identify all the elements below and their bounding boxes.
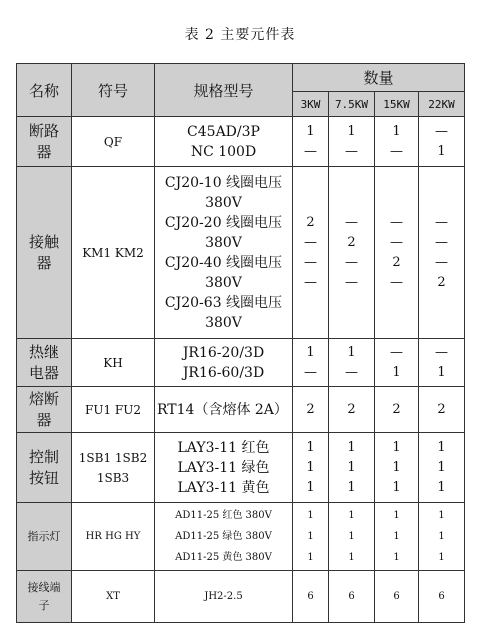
- qty-15kw-line: 2: [392, 401, 401, 417]
- qty-7-5kw-cell: [329, 339, 375, 387]
- qty-22kw-cell: [419, 387, 465, 433]
- qty-7-5kw-cell: [329, 167, 375, 339]
- qty-15kw-line: 6: [393, 591, 400, 602]
- symbol-cell: [72, 339, 155, 387]
- qty-15kw-line: 1: [392, 439, 401, 455]
- qty-7-5kw-line: —: [345, 254, 358, 270]
- qty-22kw-line: 1: [437, 459, 446, 475]
- header-qty: 数量: [293, 64, 465, 92]
- spec-cell: [155, 433, 293, 503]
- qty-22kw-line: 1: [438, 531, 445, 542]
- spec-line: AD11-25 红色 380V: [175, 510, 272, 521]
- component-name-cell: [17, 433, 72, 503]
- table-title: 表 2 主要元件表: [184, 27, 296, 43]
- qty-22kw-line: 1: [437, 439, 446, 455]
- qty-22kw-line: 2: [437, 401, 446, 417]
- qty-7-5kw-cell: [329, 571, 375, 623]
- qty-7-5kw-cell: [329, 387, 375, 433]
- qty-15kw-line: 1: [392, 364, 401, 380]
- spec-line: CJ20-20 线圈电压: [164, 214, 283, 231]
- qty-22kw-cell: [419, 503, 465, 571]
- qty-3kw-line: 6: [307, 591, 314, 602]
- symbol-line: KM1 KM2: [82, 245, 144, 260]
- qty-3kw-cell: [293, 503, 329, 571]
- qty-22kw-line: 1: [438, 552, 445, 563]
- qty-3kw-line: 1: [306, 459, 315, 475]
- table-row-fuse: [17, 387, 465, 433]
- qty-3kw-line: 2: [306, 401, 315, 417]
- qty-15kw-line: 1: [393, 510, 400, 521]
- spec-cell: [155, 387, 293, 433]
- qty-15kw-line: —: [390, 234, 403, 250]
- symbol-line: KH: [103, 355, 123, 370]
- component-name-cell: [17, 339, 72, 387]
- qty-7-5kw-line: 1: [347, 459, 356, 475]
- symbol-cell: [72, 503, 155, 571]
- qty-22kw-line: 1: [437, 479, 446, 495]
- qty-7-5kw-line: —: [345, 364, 358, 380]
- qty-15kw-cell: [375, 117, 419, 167]
- qty-15kw-cell: [375, 571, 419, 623]
- component-name-cell: [17, 571, 72, 623]
- spec-line: JR16-60/3D: [182, 364, 265, 381]
- qty-22kw-line: 2: [437, 274, 446, 290]
- component-name-line: 控制: [28, 447, 59, 466]
- spec-line: 380V: [205, 274, 242, 291]
- qty-3kw-line: —: [304, 254, 317, 270]
- qty-22kw-line: —: [435, 123, 448, 139]
- spec-line: 380V: [205, 234, 242, 251]
- spec-cell: [155, 339, 293, 387]
- qty-3kw-line: —: [304, 143, 317, 159]
- qty-3kw-cell: [293, 571, 329, 623]
- qty-7-5kw-line: 1: [348, 552, 355, 563]
- header-qty-7-5kw: 7.5KW: [329, 92, 375, 117]
- component-name-cell: [17, 167, 72, 339]
- qty-7-5kw-line: —: [345, 274, 358, 290]
- qty-7-5kw-cell: [329, 433, 375, 503]
- header-spec: 规格型号: [155, 64, 293, 117]
- qty-22kw-line: —: [435, 214, 448, 230]
- qty-22kw-line: —: [435, 344, 448, 360]
- qty-15kw-line: 1: [392, 123, 401, 139]
- qty-7-5kw-line: 1: [347, 439, 356, 455]
- qty-22kw-cell: [419, 117, 465, 167]
- component-name-line: 器: [36, 142, 52, 161]
- symbol-line: XT: [106, 590, 120, 602]
- spec-line: AD11-25 绿色 380V: [175, 531, 272, 542]
- qty-3kw-line: —: [304, 274, 317, 290]
- qty-22kw-cell: [419, 339, 465, 387]
- component-name-line: 热继: [28, 342, 59, 361]
- spec-line: NC 100D: [190, 143, 257, 160]
- qty-7-5kw-line: 1: [348, 510, 355, 521]
- qty-22kw-line: 1: [437, 364, 446, 380]
- qty-15kw-cell: [375, 433, 419, 503]
- qty-7-5kw-line: —: [345, 214, 358, 230]
- table-row-indicator: [17, 503, 465, 571]
- component-name-cell: [17, 117, 72, 167]
- spec-cell: [155, 571, 293, 623]
- spec-line: LAY3-11 红色: [177, 439, 270, 456]
- component-name-line: 熔断: [28, 389, 59, 408]
- spec-cell: [155, 503, 293, 571]
- component-name-line: 电器: [28, 363, 59, 382]
- qty-15kw-line: 2: [392, 254, 401, 270]
- qty-7-5kw-line: 2: [347, 234, 356, 250]
- spec-line: CJ20-40 线圈电压: [164, 254, 283, 271]
- spec-line: LAY3-11 绿色: [177, 459, 270, 476]
- qty-15kw-line: —: [390, 344, 403, 360]
- qty-3kw-line: 1: [307, 510, 314, 521]
- table-row-control-button: [17, 433, 465, 503]
- spec-cell: [155, 117, 293, 167]
- component-name-cell: [17, 387, 72, 433]
- spec-line: 380V: [205, 314, 242, 331]
- qty-3kw-line: —: [304, 364, 317, 380]
- spec-line: JR16-20/3D: [182, 344, 265, 361]
- spec-line: CJ20-63 线圈电压: [164, 294, 283, 311]
- table-row-terminal: [17, 571, 465, 623]
- table-row-breaker: [17, 117, 465, 167]
- qty-15kw-cell: [375, 503, 419, 571]
- qty-15kw-line: —: [390, 214, 403, 230]
- component-name-line: 断路: [28, 121, 59, 140]
- qty-3kw-cell: [293, 117, 329, 167]
- component-name-line: 子: [38, 598, 50, 612]
- spec-line: JH2-2.5: [204, 591, 243, 602]
- header-row: [17, 64, 465, 92]
- qty-3kw-line: 1: [307, 531, 314, 542]
- component-name-line: 器: [36, 410, 52, 429]
- symbol-cell: [72, 117, 155, 167]
- components-table: [16, 63, 465, 623]
- component-name-line: 按钮: [28, 468, 59, 487]
- spec-line: RT14（含熔体 2A）: [157, 401, 288, 418]
- qty-7-5kw-cell: [329, 503, 375, 571]
- qty-3kw-line: 1: [306, 439, 315, 455]
- qty-7-5kw-line: 6: [348, 591, 355, 602]
- spec-line: LAY3-11 黄色: [177, 479, 270, 496]
- symbol-cell: [72, 571, 155, 623]
- qty-15kw-cell: [375, 339, 419, 387]
- qty-7-5kw-line: 1: [347, 123, 356, 139]
- qty-22kw-line: 1: [437, 143, 446, 159]
- spec-line: 380V: [205, 194, 242, 211]
- header-qty-3kw: 3KW: [293, 92, 329, 117]
- qty-15kw-cell: [375, 167, 419, 339]
- qty-7-5kw-line: 1: [348, 531, 355, 542]
- symbol-cell: [72, 387, 155, 433]
- qty-3kw-line: 1: [306, 479, 315, 495]
- spec-line: C45AD/3P: [187, 123, 260, 140]
- qty-7-5kw-line: 1: [347, 344, 356, 360]
- component-name-line: 器: [36, 253, 52, 272]
- qty-22kw-line: 6: [438, 591, 445, 602]
- table-row-contactor: [17, 167, 465, 339]
- qty-15kw-line: 1: [393, 552, 400, 563]
- qty-7-5kw-line: 1: [347, 479, 356, 495]
- qty-22kw-cell: [419, 433, 465, 503]
- header-qty-15kw: 15KW: [375, 92, 419, 117]
- symbol-line: 1SB1 1SB2: [78, 450, 148, 465]
- qty-22kw-cell: [419, 571, 465, 623]
- qty-7-5kw-line: —: [345, 143, 358, 159]
- component-name-line: 接触: [28, 232, 59, 251]
- header-qty-22kw: 22KW: [419, 92, 465, 117]
- qty-15kw-line: 1: [393, 531, 400, 542]
- component-name-line: 指示灯: [27, 529, 61, 543]
- qty-3kw-line: 1: [307, 552, 314, 563]
- qty-15kw-line: —: [390, 143, 403, 159]
- qty-3kw-line: 1: [306, 344, 315, 360]
- qty-15kw-line: 1: [392, 479, 401, 495]
- spec-line: AD11-25 黄色 380V: [175, 552, 272, 563]
- qty-15kw-line: —: [390, 274, 403, 290]
- qty-3kw-cell: [293, 339, 329, 387]
- qty-15kw-cell: [375, 387, 419, 433]
- qty-3kw-line: 2: [306, 214, 315, 230]
- header-name: 名称: [17, 64, 72, 117]
- qty-22kw-line: —: [435, 254, 448, 270]
- qty-22kw-line: —: [435, 234, 448, 250]
- symbol-line: 1SB3: [96, 470, 130, 485]
- symbol-cell: [72, 167, 155, 339]
- qty-3kw-cell: [293, 433, 329, 503]
- qty-3kw-line: —: [304, 234, 317, 250]
- qty-22kw-line: 1: [438, 510, 445, 521]
- qty-3kw-cell: [293, 167, 329, 339]
- component-name-cell: [17, 503, 72, 571]
- component-name-line: 接线端: [27, 580, 61, 594]
- qty-3kw-line: 1: [306, 123, 315, 139]
- qty-7-5kw-cell: [329, 117, 375, 167]
- qty-7-5kw-line: 2: [347, 401, 356, 417]
- qty-15kw-line: 1: [392, 459, 401, 475]
- qty-3kw-cell: [293, 387, 329, 433]
- symbol-cell: [72, 433, 155, 503]
- symbol-line: QF: [103, 134, 123, 149]
- table-row-thermal-relay: [17, 339, 465, 387]
- symbol-line: FU1 FU2: [85, 402, 141, 417]
- header-symbol: 符号: [72, 64, 155, 117]
- spec-line: CJ20-10 线圈电压: [164, 174, 283, 191]
- qty-22kw-cell: [419, 167, 465, 339]
- symbol-line: HR HG HY: [85, 530, 141, 542]
- spec-cell: [155, 167, 293, 339]
